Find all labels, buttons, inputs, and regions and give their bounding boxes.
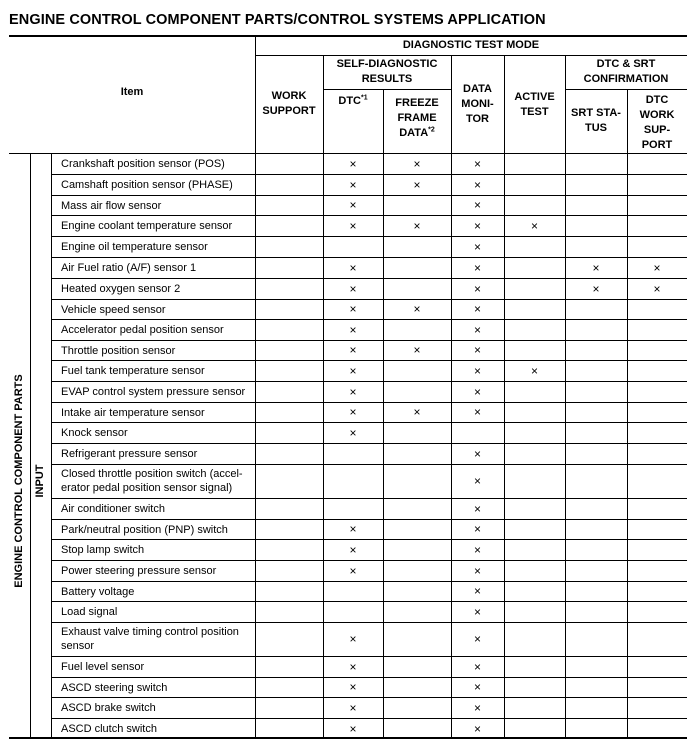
applicable-mark: × [473, 178, 481, 192]
applicable-mark: × [473, 447, 481, 461]
group-label-engine-control-component-parts: ENGINE CONTROL COMPONENT PARTS [13, 374, 25, 588]
row-label: Throttle position sensor [61, 345, 176, 357]
applicable-mark: × [349, 157, 357, 171]
applicable-mark: × [413, 302, 421, 316]
applicable-mark: × [473, 660, 481, 674]
header-freeze-frame-label: FREEZE FRAME DATA [395, 97, 439, 139]
applicable-mark: × [592, 261, 600, 275]
applicable-mark: × [530, 364, 538, 378]
applicable-mark: × [349, 219, 357, 233]
applicable-mark: × [349, 522, 357, 536]
applicable-mark: × [473, 543, 481, 557]
page-title: ENGINE CONTROL COMPONENT PARTS/CONTROL SYSTEMS APPLICATION [9, 12, 546, 28]
row-label: Knock sensor [61, 427, 128, 439]
header-dtc-srt-confirmation: DTC & SRT CONFIRMATION [583, 58, 669, 85]
applicable-mark: × [473, 282, 481, 296]
header-dtc-label: DTC [338, 95, 361, 107]
bottom-rule [9, 737, 687, 739]
applicable-mark: × [473, 680, 481, 694]
header-freeze-frame-data [383, 96, 451, 141]
applicable-mark: × [349, 282, 357, 296]
applicable-mark: × [349, 564, 357, 578]
row-label: Exhaust valve timing control position sensor [61, 626, 239, 652]
header-dtc-work-support: DTC WORK SUP- PORT [639, 94, 675, 151]
application-table [9, 37, 687, 737]
row-rule [51, 601, 687, 602]
applicable-mark: × [473, 632, 481, 646]
applicable-mark: × [349, 178, 357, 192]
row-rule [51, 340, 687, 341]
row-label: ASCD steering switch [61, 682, 168, 694]
applicable-mark: × [349, 385, 357, 399]
header-rule [323, 89, 451, 90]
applicable-mark: × [473, 564, 481, 578]
applicable-mark: × [473, 385, 481, 399]
applicable-mark: × [349, 364, 357, 378]
group-column-rule [30, 153, 31, 739]
row-rule [51, 299, 687, 300]
applicable-mark: × [473, 502, 481, 516]
applicable-mark: × [349, 198, 357, 212]
header-bottom-rule [9, 153, 687, 154]
row-label: EVAP control system pressure sensor [61, 386, 246, 398]
applicable-mark: × [473, 219, 481, 233]
applicable-mark: × [349, 543, 357, 557]
row-rule [51, 519, 687, 520]
row-label: Battery voltage [61, 586, 135, 598]
row-label: Intake air temperature sensor [61, 407, 205, 419]
applicable-mark: × [473, 584, 481, 598]
row-label: Mass air flow sensor [61, 200, 162, 212]
header-self-diagnostic-results: SELF-DIAGNOSTIC RESULTS [336, 58, 438, 85]
row-rule [51, 560, 687, 561]
header-active-test: ACTIVE TEST [514, 91, 555, 118]
row-label: Engine coolant temperature sensor [61, 220, 233, 232]
column-rule [627, 89, 628, 739]
applicable-mark: × [349, 722, 357, 736]
row-rule [51, 498, 687, 499]
header-srt-status: SRT STA- TUS [571, 107, 621, 134]
applicable-mark: × [349, 343, 357, 357]
row-rule [51, 677, 687, 678]
row-label: Fuel level sensor [61, 661, 145, 673]
row-rule [51, 697, 687, 698]
row-label: Camshaft position sensor (PHASE) [61, 179, 233, 191]
column-rule [504, 55, 505, 739]
applicable-mark: × [473, 522, 481, 536]
header-rule [565, 89, 687, 90]
row-rule [51, 718, 687, 719]
applicable-mark: × [473, 474, 481, 488]
applicable-mark: × [473, 701, 481, 715]
applicable-mark: × [473, 198, 481, 212]
applicable-mark: × [473, 364, 481, 378]
applicable-mark: × [413, 157, 421, 171]
header-freeze-frame-footnote: *2 [428, 126, 435, 134]
row-label: Fuel tank temperature sensor [61, 365, 205, 377]
column-rule [451, 55, 452, 739]
row-label: Vehicle speed sensor [61, 304, 166, 316]
applicable-mark: × [473, 722, 481, 736]
applicable-mark: × [349, 323, 357, 337]
applicable-mark: × [473, 261, 481, 275]
applicable-mark: × [349, 405, 357, 419]
row-rule [51, 656, 687, 657]
row-rule [51, 402, 687, 403]
header-dtc-footnote: *1 [360, 94, 368, 102]
row-rule [51, 174, 687, 175]
applicable-mark: × [473, 240, 481, 254]
row-rule [51, 422, 687, 423]
applicable-mark: × [413, 219, 421, 233]
row-rule [51, 581, 687, 582]
row-rule [51, 539, 687, 540]
row-rule [51, 443, 687, 444]
row-label: Heated oxygen sensor 2 [61, 283, 181, 295]
column-rule [565, 55, 566, 739]
column-rule [255, 37, 256, 739]
applicable-mark: × [473, 605, 481, 619]
applicable-mark: × [413, 178, 421, 192]
row-label: Stop lamp switch [61, 544, 145, 556]
applicable-mark: × [530, 219, 538, 233]
row-label: Park/neutral position (PNP) switch [61, 524, 228, 536]
row-label: ASCD brake switch [61, 702, 156, 714]
row-label: Power steering pressure sensor [61, 565, 217, 577]
row-rule [51, 257, 687, 258]
header-dtc [323, 94, 383, 109]
subgroup-column-rule [51, 153, 52, 739]
applicable-mark: × [473, 323, 481, 337]
applicable-mark: × [349, 632, 357, 646]
row-label: Closed throttle position switch (accel-erator pedal position sensor signal) [61, 468, 243, 494]
applicable-mark: × [349, 701, 357, 715]
header-diagnostic-test-mode: DIAGNOSTIC TEST MODE [402, 39, 540, 51]
row-label: Refrigerant pressure sensor [61, 448, 198, 460]
row-rule [51, 381, 687, 382]
column-rule [383, 89, 384, 739]
row-label: Accelerator pedal position sensor [61, 324, 224, 336]
applicable-mark: × [349, 660, 357, 674]
applicable-mark: × [473, 302, 481, 316]
row-label: ASCD clutch switch [61, 723, 157, 735]
row-rule [51, 278, 687, 279]
applicable-mark: × [653, 282, 661, 296]
row-label: Air Fuel ratio (A/F) sensor 1 [61, 262, 197, 274]
row-rule [51, 464, 687, 465]
header-rule [255, 55, 687, 56]
applicable-mark: × [349, 680, 357, 694]
header-item: Item [120, 86, 144, 98]
row-label: Engine oil temperature sensor [61, 241, 208, 253]
applicable-mark: × [413, 343, 421, 357]
row-rule [51, 236, 687, 237]
row-rule [51, 622, 687, 623]
applicable-mark: × [473, 343, 481, 357]
applicable-mark: × [349, 261, 357, 275]
row-rule [51, 360, 687, 361]
row-label: Load signal [61, 606, 118, 618]
column-rule [323, 55, 324, 739]
applicable-mark: × [349, 302, 357, 316]
header-work-support: WORK SUPPORT [262, 90, 316, 117]
row-label: Air conditioner switch [61, 503, 165, 515]
row-rule [51, 195, 687, 196]
applicable-mark: × [349, 426, 357, 440]
applicable-mark: × [473, 157, 481, 171]
applicable-mark: × [592, 282, 600, 296]
applicable-mark: × [653, 261, 661, 275]
subgroup-label-input: INPUT [34, 464, 46, 498]
row-rule [51, 215, 687, 216]
applicable-mark: × [473, 405, 481, 419]
row-rule [51, 319, 687, 320]
header-data-monitor: DATA MONI- TOR [461, 83, 494, 125]
applicable-mark: × [413, 405, 421, 419]
row-label: Crankshaft position sensor (POS) [61, 158, 225, 170]
